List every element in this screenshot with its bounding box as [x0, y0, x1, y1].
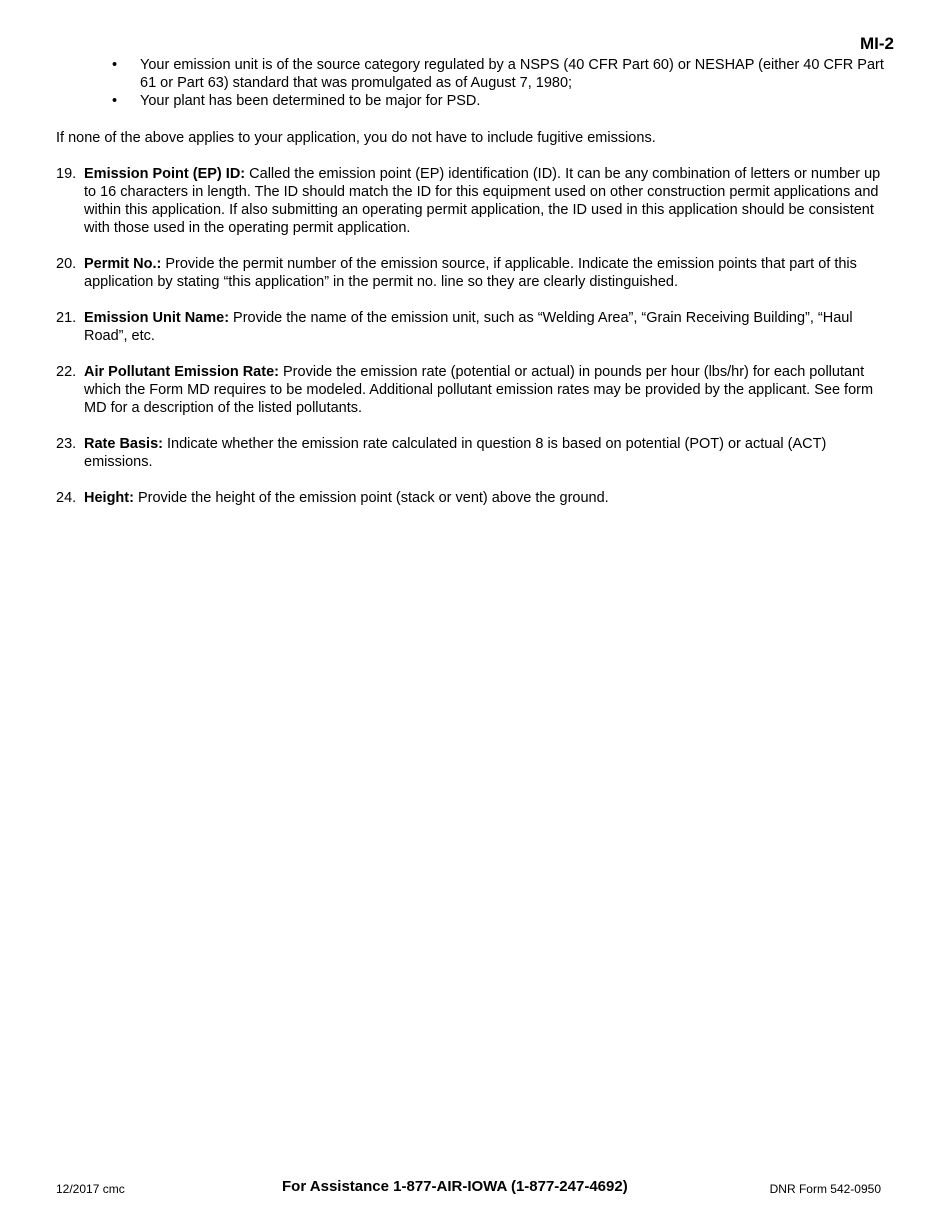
item-text: Provide the emission rate (potential or actual) in pounds per hour (lbs/hr) for each pollutant which the Form MD requires to be modeled. Additional pollutant emission rates may be provided by the applicant. See form MD for a description of the listed pollutants. — [84, 364, 874, 416]
instruction-item-23 — [56, 435, 890, 471]
intro-paragraph: If none of the above applies to your application, you do not have to include fugitive emissions. — [56, 130, 656, 146]
item-text: Called the emission point (EP) identification (ID). It can be any combination of letters or number up to 16 characters in length. The ID should match the ID for this equipment used on other construction permit applications and within this application. If also submitting an operating permit application, the ID used in this application should be consistent with those used in the operating permit application. — [84, 166, 881, 236]
item-term: Height: — [84, 490, 134, 506]
item-number: 20. — [56, 256, 77, 272]
instruction-item-24 — [56, 489, 890, 507]
instructions-content — [56, 56, 890, 507]
list-item — [112, 56, 890, 92]
bullet-text: Your emission unit is of the source category regulated by a NSPS (40 CFR Part 60) or NESHAP (either 40 CFR Part 61 or Part 63) standard that was promulgated as of August 7, 1980; — [140, 57, 884, 91]
item-text: Indicate whether the emission rate calculated in question 8 is based on potential (POT) or actual (ACT) emissions. — [84, 436, 827, 470]
item-term: Permit No.: — [84, 256, 162, 272]
revision-date: 12/2017 cmc — [56, 1182, 125, 1196]
bullet-text: Your plant has been determined to be major for PSD. — [140, 93, 481, 109]
item-text: Provide the permit number of the emission source, if applicable. Indicate the emission points that part of this application by stating “this application” in the permit no. line so they are clearly distinguished. — [84, 256, 857, 290]
list-item — [112, 92, 890, 110]
assistance-phone: For Assistance 1-877-AIR-IOWA (1-877-247-4692) — [282, 1178, 628, 1195]
instruction-item-20 — [56, 255, 890, 291]
instruction-item-22 — [56, 363, 890, 417]
page-id: MI-2 — [860, 34, 894, 53]
numbered-instructions — [56, 165, 890, 507]
item-number: 19. — [56, 166, 77, 182]
item-number: 22. — [56, 364, 77, 380]
item-term: Rate Basis: — [84, 436, 163, 452]
bullet-icon: • — [112, 57, 118, 73]
bullet-icon: • — [112, 93, 118, 109]
instruction-item-21 — [56, 309, 890, 345]
bullet-list — [56, 56, 890, 110]
item-term: Emission Unit Name: — [84, 310, 230, 326]
page-footer — [0, 1178, 950, 1198]
item-text: Provide the height of the emission point (stack or vent) above the ground. — [133, 490, 609, 506]
item-number: 21. — [56, 310, 77, 326]
item-text: Provide the name of the emission unit, such as “Welding Area”, “Grain Receiving Building”, “Haul Road”, etc. — [84, 310, 853, 344]
item-number: 23. — [56, 436, 77, 452]
item-number: 24. — [56, 490, 77, 506]
item-term: Emission Point (EP) ID: — [84, 166, 246, 182]
item-term: Air Pollutant Emission Rate: — [84, 364, 279, 380]
form-number: DNR Form 542-0950 — [769, 1182, 881, 1196]
instruction-item-19 — [56, 165, 890, 237]
